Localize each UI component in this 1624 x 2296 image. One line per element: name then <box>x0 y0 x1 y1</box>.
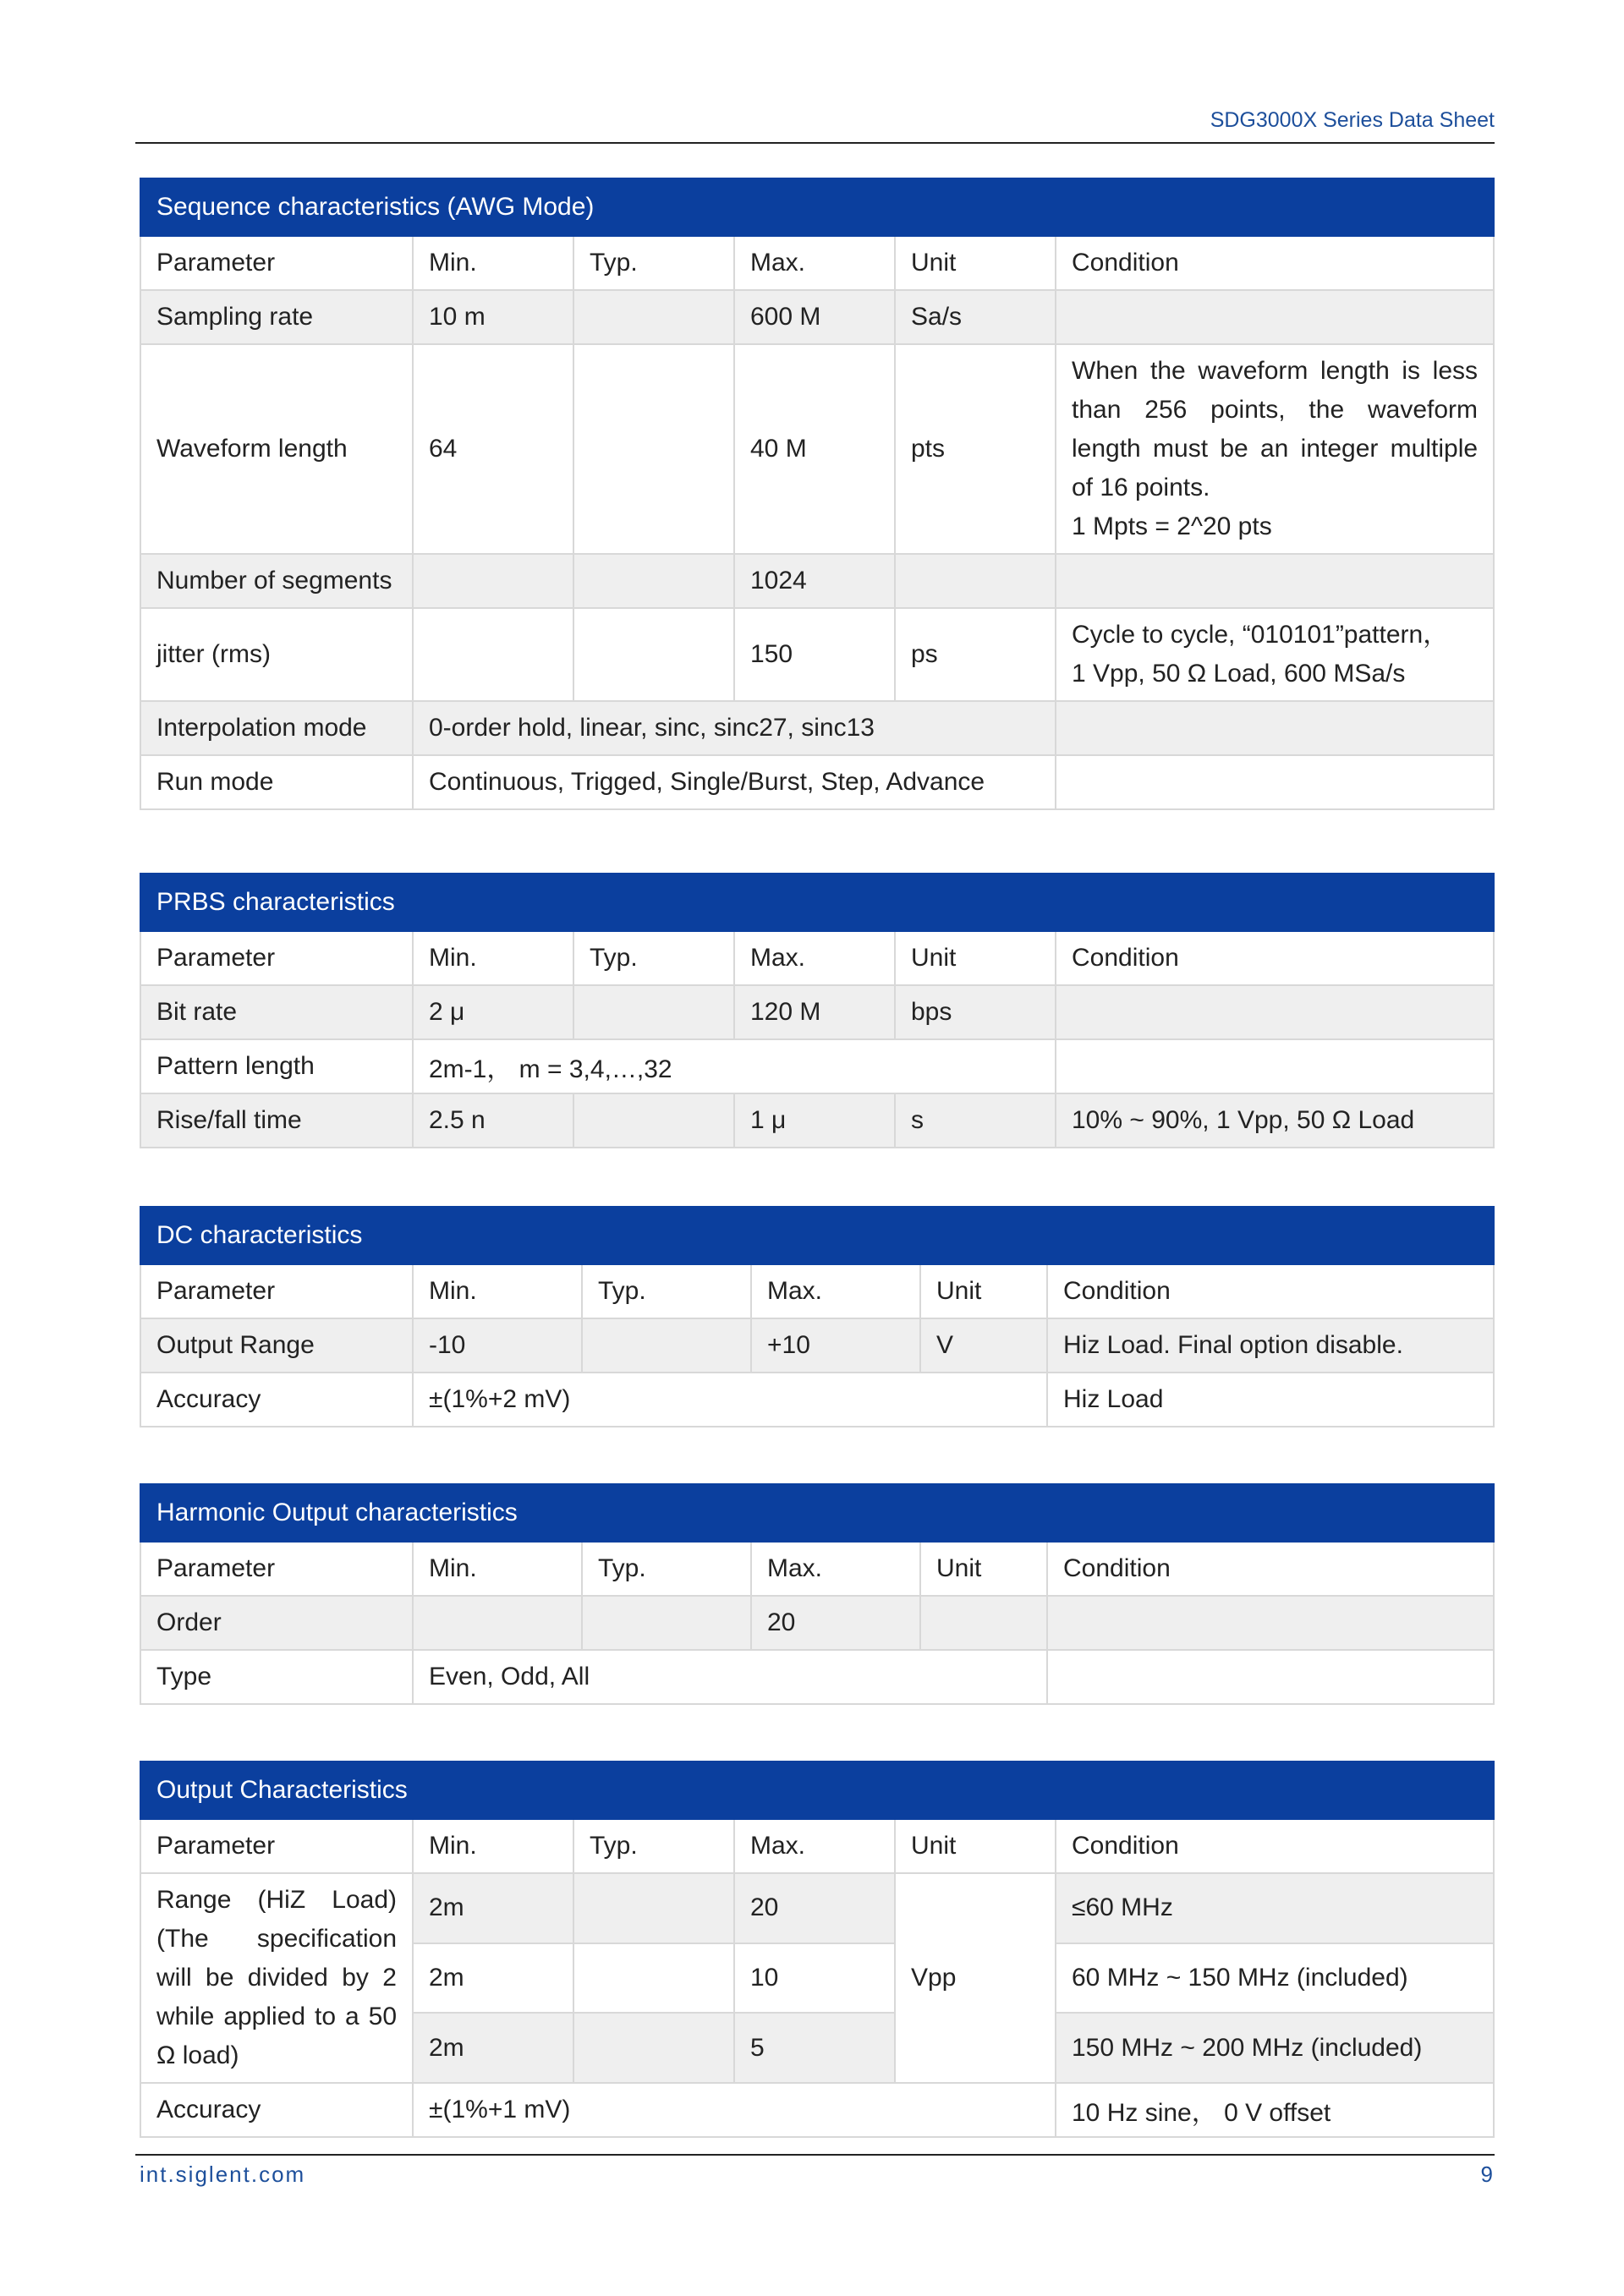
sequence-characteristics-table <box>140 178 1495 810</box>
typ-cell <box>573 985 734 1039</box>
column-header-parameter: Parameter <box>140 1819 413 1873</box>
typ-cell <box>573 608 734 701</box>
column-header-typ: Typ. <box>582 1542 751 1596</box>
footer-divider <box>135 2154 1495 2156</box>
column-header-unit: Unit <box>895 1819 1056 1873</box>
prbs-characteristics-table <box>140 873 1495 1148</box>
min-cell: 64 <box>413 344 573 554</box>
min-cell <box>413 608 573 701</box>
table-title: DC characteristics <box>140 1207 1494 1264</box>
column-header-max: Max. <box>751 1264 920 1318</box>
column-header-unit: Unit <box>895 236 1056 290</box>
typ-cell <box>573 554 734 608</box>
column-header-typ: Typ. <box>573 236 734 290</box>
condition-cell: Hiz Load <box>1047 1373 1494 1427</box>
unit-cell: Vpp <box>895 1873 1056 2083</box>
harmonic-output-table <box>140 1483 1495 1705</box>
column-header-unit: Unit <box>895 931 1056 985</box>
typ-cell <box>573 344 734 554</box>
param-cell: Rise/fall time <box>140 1093 413 1148</box>
min-cell <box>413 1596 582 1650</box>
table-row <box>140 344 1494 554</box>
condition-cell: 10% ~ 90%, 1 Vpp, 50 Ω Load <box>1056 1093 1494 1148</box>
unit-cell: pts <box>895 344 1056 554</box>
condition-cell <box>1056 554 1494 608</box>
column-header-parameter: Parameter <box>140 1264 413 1318</box>
unit-cell <box>920 1596 1047 1650</box>
column-header-typ: Typ. <box>582 1264 751 1318</box>
param-cell: Bit rate <box>140 985 413 1039</box>
max-cell: 150 <box>734 608 895 701</box>
param-cell: Accuracy <box>140 1373 413 1427</box>
condition-cell: 10 Hz sine， 0 V offset <box>1056 2083 1494 2137</box>
param-cell: Range (HiZ Load) (The specification will be divided by 2 while applied to a 50 Ω load) <box>140 1873 413 2083</box>
param-cell: Number of segments <box>140 554 413 608</box>
table-row <box>140 2083 1494 2137</box>
table-row <box>140 1093 1494 1148</box>
unit-cell: s <box>895 1093 1056 1148</box>
min-cell: 2m <box>413 1873 573 1943</box>
header-divider <box>135 142 1495 144</box>
max-cell: 600 M <box>734 290 895 344</box>
max-cell: 10 <box>734 1943 895 2014</box>
column-header-typ: Typ. <box>573 1819 734 1873</box>
condition-cell <box>1056 344 1494 554</box>
table-row <box>140 608 1494 701</box>
column-header-condition: Condition <box>1047 1542 1494 1596</box>
table-row <box>140 755 1494 809</box>
typ-cell <box>573 1943 734 2014</box>
table-row <box>140 554 1494 608</box>
condition-cell <box>1056 290 1494 344</box>
param-cell: Interpolation mode <box>140 701 413 755</box>
param-cell: Waveform length <box>140 344 413 554</box>
column-header-max: Max. <box>751 1542 920 1596</box>
condition-cell <box>1047 1596 1494 1650</box>
value-cell: 2m-1， m = 3,4,…,32 <box>413 1039 1056 1093</box>
table-row <box>140 1039 1494 1093</box>
column-header-condition: Condition <box>1056 1819 1494 1873</box>
max-cell: 20 <box>734 1873 895 1943</box>
typ-cell <box>582 1318 751 1373</box>
condition-cell <box>1056 701 1494 755</box>
min-cell: 2m <box>413 1943 573 2014</box>
condition-cell: Hiz Load. Final option disable. <box>1047 1318 1494 1373</box>
condition-cell: 60 MHz ~ 150 MHz (included) <box>1056 1943 1494 2014</box>
condition-cell <box>1056 985 1494 1039</box>
dc-characteristics-table <box>140 1206 1495 1427</box>
page-number: 9 <box>1480 2162 1493 2187</box>
condition-cell: ≤60 MHz <box>1056 1873 1494 1943</box>
max-cell: 40 M <box>734 344 895 554</box>
column-header-max: Max. <box>734 236 895 290</box>
max-cell: 5 <box>734 2013 895 2083</box>
column-header-condition: Condition <box>1047 1264 1494 1318</box>
column-header-parameter: Parameter <box>140 1542 413 1596</box>
page-header-title: SDG3000X Series Data Sheet <box>1210 108 1495 132</box>
table-row <box>140 1596 1494 1650</box>
param-cell: jitter (rms) <box>140 608 413 701</box>
table-row <box>140 1373 1494 1427</box>
condition-cell <box>1056 608 1494 701</box>
value-cell: Even, Odd, All <box>413 1650 1047 1704</box>
column-header-min: Min. <box>413 1819 573 1873</box>
condition-line: 1 Mpts = 2^20 pts <box>1072 512 1272 540</box>
condition-line: When the waveform length is less than 256 points, the waveform length must be an integer multiple of 16 points. <box>1072 357 1479 501</box>
value-cell: 0-order hold, linear, sinc, sinc27, sinc13 <box>413 701 1056 755</box>
param-cell: Run mode <box>140 755 413 809</box>
typ-cell <box>573 2013 734 2083</box>
value-cell: Continuous, Trigged, Single/Burst, Step, Advance <box>413 755 1056 809</box>
min-cell: 2.5 n <box>413 1093 573 1148</box>
column-header-condition: Condition <box>1056 931 1494 985</box>
param-cell: Sampling rate <box>140 290 413 344</box>
table-title: PRBS characteristics <box>140 874 1494 931</box>
unit-cell: bps <box>895 985 1056 1039</box>
condition-line: Cycle to cycle, “010101”pattern， <box>1072 621 1449 649</box>
param-cell: Pattern length <box>140 1039 413 1093</box>
min-cell <box>413 554 573 608</box>
max-cell: +10 <box>751 1318 920 1373</box>
column-header-max: Max. <box>734 1819 895 1873</box>
output-characteristics-table <box>140 1761 1495 2138</box>
unit-cell: Sa/s <box>895 290 1056 344</box>
typ-cell <box>573 1873 734 1943</box>
max-cell: 1024 <box>734 554 895 608</box>
column-header-min: Min. <box>413 236 573 290</box>
unit-cell <box>895 554 1056 608</box>
param-cell: Output Range <box>140 1318 413 1373</box>
typ-cell <box>573 290 734 344</box>
column-header-unit: Unit <box>920 1264 1047 1318</box>
column-header-max: Max. <box>734 931 895 985</box>
table-row <box>140 1318 1494 1373</box>
condition-cell <box>1056 1039 1494 1093</box>
column-header-min: Min. <box>413 1264 582 1318</box>
condition-cell <box>1047 1650 1494 1704</box>
table-title: Harmonic Output characteristics <box>140 1484 1494 1542</box>
typ-cell <box>573 1093 734 1148</box>
param-cell: Accuracy <box>140 2083 413 2137</box>
condition-line: 1 Vpp, 50 Ω Load, 600 MSa/s <box>1072 660 1406 688</box>
column-header-parameter: Parameter <box>140 931 413 985</box>
table-row <box>140 985 1494 1039</box>
column-header-condition: Condition <box>1056 236 1494 290</box>
column-header-parameter: Parameter <box>140 236 413 290</box>
max-cell: 1 μ <box>734 1093 895 1148</box>
unit-cell: V <box>920 1318 1047 1373</box>
min-cell: -10 <box>413 1318 582 1373</box>
condition-cell: 150 MHz ~ 200 MHz (included) <box>1056 2013 1494 2083</box>
param-cell: Type <box>140 1650 413 1704</box>
column-header-min: Min. <box>413 1542 582 1596</box>
param-cell: Order <box>140 1596 413 1650</box>
value-cell: ±(1%+2 mV) <box>413 1373 1047 1427</box>
min-cell: 10 m <box>413 290 573 344</box>
table-row <box>140 1873 1494 1943</box>
table-title: Output Characteristics <box>140 1762 1494 1819</box>
column-header-typ: Typ. <box>573 931 734 985</box>
table-row <box>140 1650 1494 1704</box>
table-row <box>140 290 1494 344</box>
min-cell: 2m <box>413 2013 573 2083</box>
table-title: Sequence characteristics (AWG Mode) <box>140 178 1494 236</box>
value-cell: ±(1%+1 mV) <box>413 2083 1056 2137</box>
typ-cell <box>582 1596 751 1650</box>
column-header-min: Min. <box>413 931 573 985</box>
min-cell: 2 μ <box>413 985 573 1039</box>
condition-cell <box>1056 755 1494 809</box>
unit-cell: ps <box>895 608 1056 701</box>
max-cell: 20 <box>751 1596 920 1650</box>
column-header-unit: Unit <box>920 1542 1047 1596</box>
table-row <box>140 701 1494 755</box>
footer-website: int.siglent.com <box>140 2162 306 2187</box>
max-cell: 120 M <box>734 985 895 1039</box>
